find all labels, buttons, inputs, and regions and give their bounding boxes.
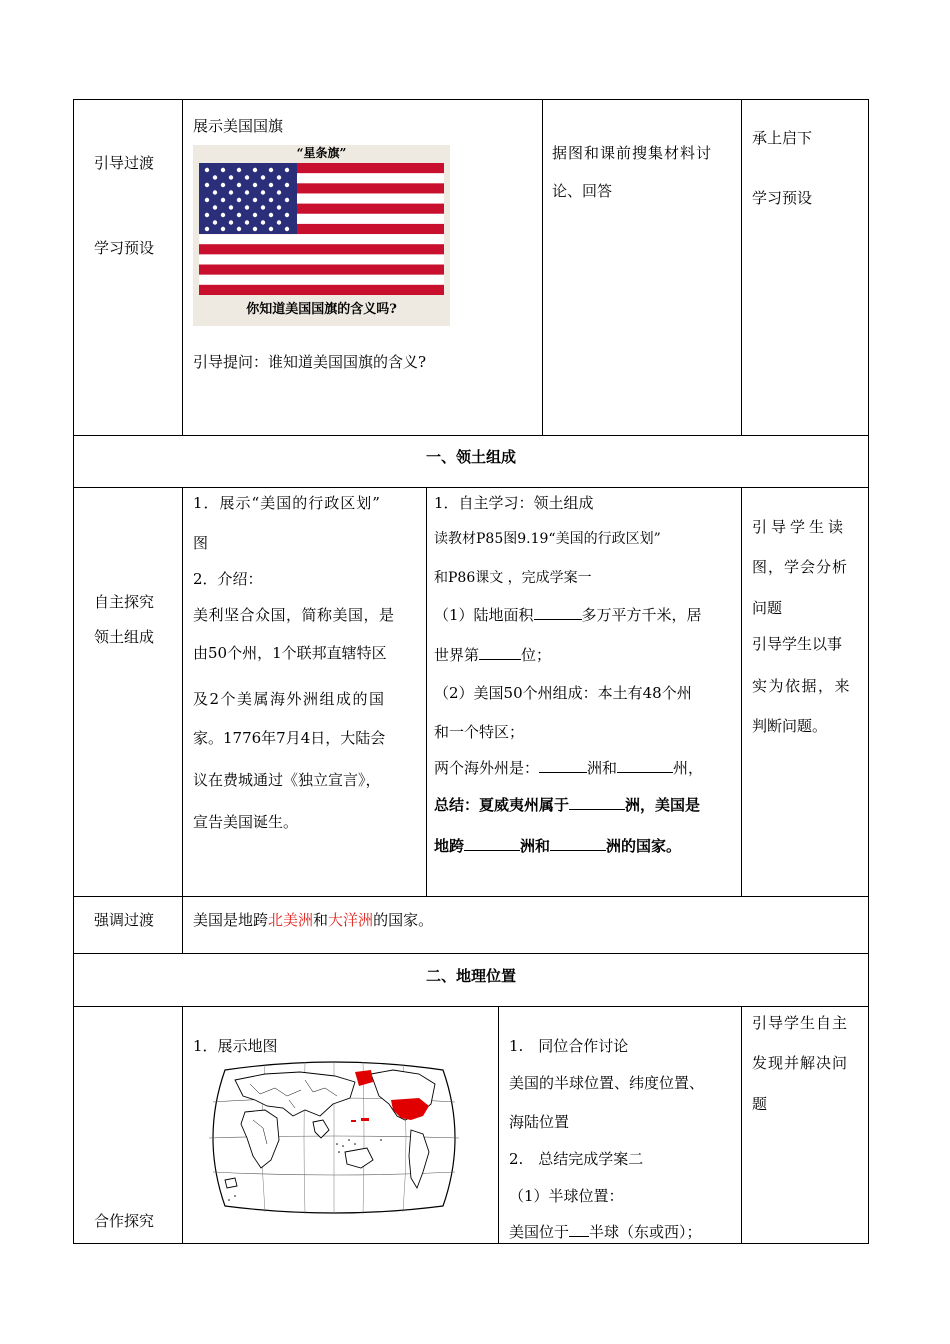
row2-student-line: 和一个特区； <box>434 723 525 741</box>
row-divider <box>73 435 869 436</box>
row1-student-line1: 据图和课前搜集材料讨 <box>552 144 713 162</box>
row2-student-line <box>434 605 702 625</box>
row2-stage-label: 自主探究 <box>94 593 155 611</box>
row2-intent-line: 实为依据，来 <box>752 677 852 695</box>
table-border-left <box>73 99 74 1244</box>
row1-intent-line1: 承上启下 <box>752 129 813 147</box>
row2-teacher-line: 1．展示“美国的行政区划” <box>193 494 381 512</box>
flag-caption-bottom: 你知道美国国旗的含义吗? <box>246 302 397 317</box>
row-divider <box>73 487 869 488</box>
section1-title: 一、领土组成 <box>425 448 516 466</box>
student-text: 洲和 <box>587 759 618 777</box>
highlight-north-america: 北美洲 <box>268 911 314 929</box>
student-text: 多万平方千米，居 <box>581 606 702 624</box>
col-divider <box>182 1006 183 1243</box>
student-text: 州， <box>673 759 704 777</box>
row2-intent-line: 引导学生读 <box>752 518 848 536</box>
row4-teacher-title: 1．展示地图 <box>193 1037 278 1055</box>
row2-student-line: 读教材P85图9.19“美国的行政区划” <box>434 531 661 547</box>
table-border-bottom <box>73 1243 869 1244</box>
row2-student-line <box>434 758 703 778</box>
us-flag-figure <box>193 145 450 326</box>
row2-teacher-line: 2．介绍： <box>193 570 263 588</box>
row-divider <box>73 896 869 897</box>
row2-intent-line: 判断问题。 <box>752 717 828 735</box>
row4-student-line: 美国的半球位置、纬度位置、 <box>509 1074 705 1092</box>
row1-stage-sublabel: 学习预设 <box>94 239 155 257</box>
row2-student-line: （2）美国50个州组成：本土有48个州 <box>434 684 692 702</box>
row2-intent-line: 引导学生以事 <box>752 635 843 653</box>
row4-stage-label: 合作探究 <box>94 1212 155 1230</box>
row4-intent-line: 引导学生自主 <box>752 1014 849 1032</box>
row-divider <box>73 953 869 954</box>
col-divider <box>498 1006 499 1243</box>
fill-blank[interactable] <box>479 645 521 660</box>
row4-student-line: （1）半球位置： <box>509 1187 624 1205</box>
col-divider <box>741 1006 742 1243</box>
flag-caption-top: “星条旗” <box>296 146 347 160</box>
row1-student-line2: 论、回答 <box>552 182 613 200</box>
student-text: 地跨 <box>434 837 465 855</box>
summary-text: 和 <box>313 911 329 929</box>
col-divider <box>182 99 183 435</box>
row2-teacher-line: 宣告美国诞生。 <box>193 813 299 831</box>
row2-student-line <box>434 645 551 665</box>
row2-teacher-line: 家。1776年7月4日，大陆会 <box>193 729 386 747</box>
row4-student-line: 1. 同位合作讨论 <box>509 1037 629 1055</box>
student-text: 位； <box>521 646 552 664</box>
row1-intent-line2: 学习预设 <box>752 189 813 207</box>
student-text: 洲的国家。 <box>606 837 682 855</box>
row2-teacher-line: 图 <box>193 534 209 552</box>
row4-intent-line: 题 <box>752 1095 768 1113</box>
fill-blank[interactable] <box>569 1222 589 1237</box>
student-text: 总结：夏威夷州属于 <box>434 796 570 814</box>
student-text: 半球（东或西）； <box>589 1223 702 1241</box>
row4-student-line: 2. 总结完成学案二 <box>509 1150 644 1168</box>
fill-blank[interactable] <box>539 758 587 773</box>
row2-intent-line: 图，学会分析 <box>752 558 849 576</box>
row2-teacher-line: 美利坚合众国，简称美国，是 <box>193 606 395 624</box>
row2-student-line: 1．自主学习：领土组成 <box>434 494 594 512</box>
col-divider <box>182 896 183 953</box>
row2-student-summary <box>434 836 681 856</box>
student-text: （1）陆地面积 <box>434 606 534 624</box>
row1-stage-label: 引导过渡 <box>94 154 155 172</box>
row-divider <box>73 1006 869 1007</box>
student-text: 两个海外州是： <box>434 759 540 777</box>
col-divider <box>542 99 543 435</box>
row2-intent-line: 问题 <box>752 599 783 617</box>
row2-teacher-line: 及2个美属海外洲组成的国 <box>193 690 386 708</box>
section2-title: 二、地理位置 <box>425 967 516 985</box>
highlight-oceania: 大洋洲 <box>328 911 374 929</box>
row2-teacher-line: 由50个州，1个联邦直辖特区 <box>193 644 387 662</box>
row2-stage-sublabel: 领土组成 <box>94 628 155 646</box>
world-map-icon <box>205 1060 463 1216</box>
row3-stage-label: 强调过渡 <box>94 911 155 929</box>
row4-intent-line: 发现并解决问 <box>752 1054 849 1072</box>
row3-summary <box>193 910 433 930</box>
table-border-top <box>73 99 869 100</box>
row2-student-summary <box>434 795 700 815</box>
row1-teacher-title: 展示美国国旗 <box>193 117 284 135</box>
row1-teacher-question: 引导提问：谁知道美国国旗的含义? <box>193 353 427 371</box>
col-divider <box>426 487 427 896</box>
col-divider <box>741 487 742 896</box>
row2-student-line: 和P86课文 ，完成学案一 <box>434 570 592 586</box>
world-map-figure <box>205 1060 463 1216</box>
col-divider <box>741 99 742 435</box>
fill-blank[interactable] <box>550 836 606 851</box>
student-text: 洲，美国是 <box>625 796 701 814</box>
student-text: 洲和 <box>520 837 551 855</box>
fill-blank[interactable] <box>534 605 582 620</box>
col-divider <box>182 487 183 896</box>
fill-blank[interactable] <box>464 836 520 851</box>
student-text: 世界第 <box>434 646 480 664</box>
row4-student-line <box>509 1222 702 1242</box>
summary-text: 的国家。 <box>373 911 434 929</box>
us-flag-icon <box>199 163 444 295</box>
table-border-right <box>868 99 869 1244</box>
student-text: 美国位于 <box>509 1223 570 1241</box>
row4-student-line: 海陆位置 <box>509 1113 570 1131</box>
fill-blank[interactable] <box>569 795 625 810</box>
row2-teacher-line: 议在费城通过《独立宣言》， <box>193 771 381 789</box>
fill-blank[interactable] <box>617 758 673 773</box>
summary-text: 美国是地跨 <box>193 911 269 929</box>
